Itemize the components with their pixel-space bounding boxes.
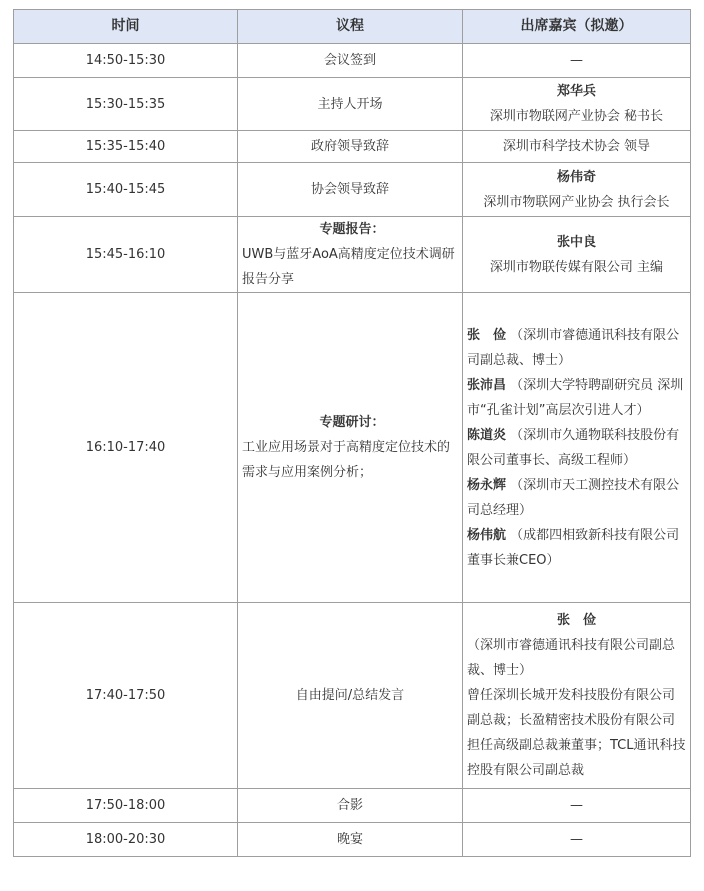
panelist-name: 张沛昌 (467, 377, 507, 393)
time-cell: 15:35-15:40 (14, 131, 238, 163)
header-row (14, 10, 691, 44)
panelist-name: 杨永辉 (467, 477, 507, 493)
header-agenda: 议程 (238, 10, 463, 44)
guest-cell: — (463, 823, 691, 857)
table-row (14, 823, 691, 857)
guest-title: 深圳市物联传媒有限公司 主编 (489, 259, 664, 275)
guest-cell: 深圳市科学技术协会 领导 (463, 131, 691, 163)
table-row (14, 78, 691, 131)
guest-name: 杨伟奇 (556, 169, 596, 185)
time-cell: 15:30-15:35 (14, 78, 238, 131)
guest-cell: — (463, 44, 691, 78)
agenda-cell: 会议签到 (238, 44, 463, 78)
guest-name: 张 俭 (556, 613, 596, 628)
agenda-cell: 主持人开场 (238, 78, 463, 131)
time-cell: 14:50-15:30 (14, 44, 238, 78)
agenda-cell: 自由提问/总结发言 (238, 603, 463, 789)
panelist (467, 473, 686, 523)
agenda-cell: 晚宴 (238, 823, 463, 857)
topic-text: 工业应用场景对于高精度定位技术的需求与应用案例分析； (242, 440, 451, 480)
header-time: 时间 (14, 10, 238, 44)
guest-cell (463, 163, 691, 217)
table-row (14, 44, 691, 78)
guest-name: 张中良 (556, 234, 596, 250)
topic-title: 专题报告： (319, 222, 385, 237)
topic-text: UWB与蓝牙AoA高精度定位技术调研报告分享 (242, 247, 455, 287)
time-cell: 16:10-17:40 (14, 293, 238, 603)
panelist-detail: （深圳市睿德通讯科技有限公司副总裁、博士） (467, 327, 680, 368)
time-cell: 15:40-15:45 (14, 163, 238, 217)
guest-title: 深圳市物联网产业协会 秘书长 (489, 109, 664, 124)
table-row (14, 789, 691, 823)
header-guests: 出席嘉宾（拟邀） (463, 10, 691, 44)
table-row (14, 131, 691, 163)
time-cell: 17:50-18:00 (14, 789, 238, 823)
topic-title: 专题研讨： (319, 415, 385, 430)
guest-bio-cell (463, 603, 691, 789)
panelist-name: 陈道炎 (467, 427, 507, 443)
table-row (14, 163, 691, 217)
panelist-name: 张 俭 (467, 327, 507, 343)
time-cell: 18:00-20:30 (14, 823, 238, 857)
agenda-table (13, 9, 691, 857)
panelist (467, 423, 686, 473)
panelist (467, 323, 686, 373)
guest-cell (463, 78, 691, 131)
guest-cell: — (463, 789, 691, 823)
guest-title: （深圳市睿德通讯科技有限公司副总裁、博士） (467, 638, 676, 678)
panel-guests-cell (463, 293, 691, 603)
agenda-cell (238, 217, 463, 293)
panelist-detail: （深圳大学特聘副研究员 深圳市“孔雀计划”高层次引进人才） (467, 377, 684, 418)
agenda-cell: 协会领导致辞 (238, 163, 463, 217)
table-row (14, 293, 691, 603)
agenda-cell (238, 293, 463, 603)
time-cell: 17:40-17:50 (14, 603, 238, 789)
time-cell: 15:45-16:10 (14, 217, 238, 293)
guest-name: 郑华兵 (556, 84, 596, 99)
guest-bio: 曾任深圳长城开发科技股份有限公司副总裁；长盈精密技术股份有限公司担任高级副总裁兼董事；TCL通讯科技控股有限公司副总裁 (467, 688, 686, 778)
table-row (14, 217, 691, 293)
table-row (14, 603, 691, 789)
agenda-cell: 合影 (238, 789, 463, 823)
agenda-cell: 政府领导致辞 (238, 131, 463, 163)
guest-cell (463, 217, 691, 293)
panelist (467, 373, 686, 423)
panelist-name: 杨伟航 (467, 527, 507, 543)
panelist (467, 523, 686, 573)
panelist-detail: （成都四相致新科技有限公司 董事长兼CEO） (467, 527, 680, 568)
panelist-detail: （深圳市天工测控技术有限公司总经理） (467, 477, 680, 518)
guest-title: 深圳市物联网产业协会 执行会长 (483, 194, 670, 210)
panelist-detail: （深圳市久通物联科技股份有限公司董事长、高级工程师） (467, 427, 680, 468)
